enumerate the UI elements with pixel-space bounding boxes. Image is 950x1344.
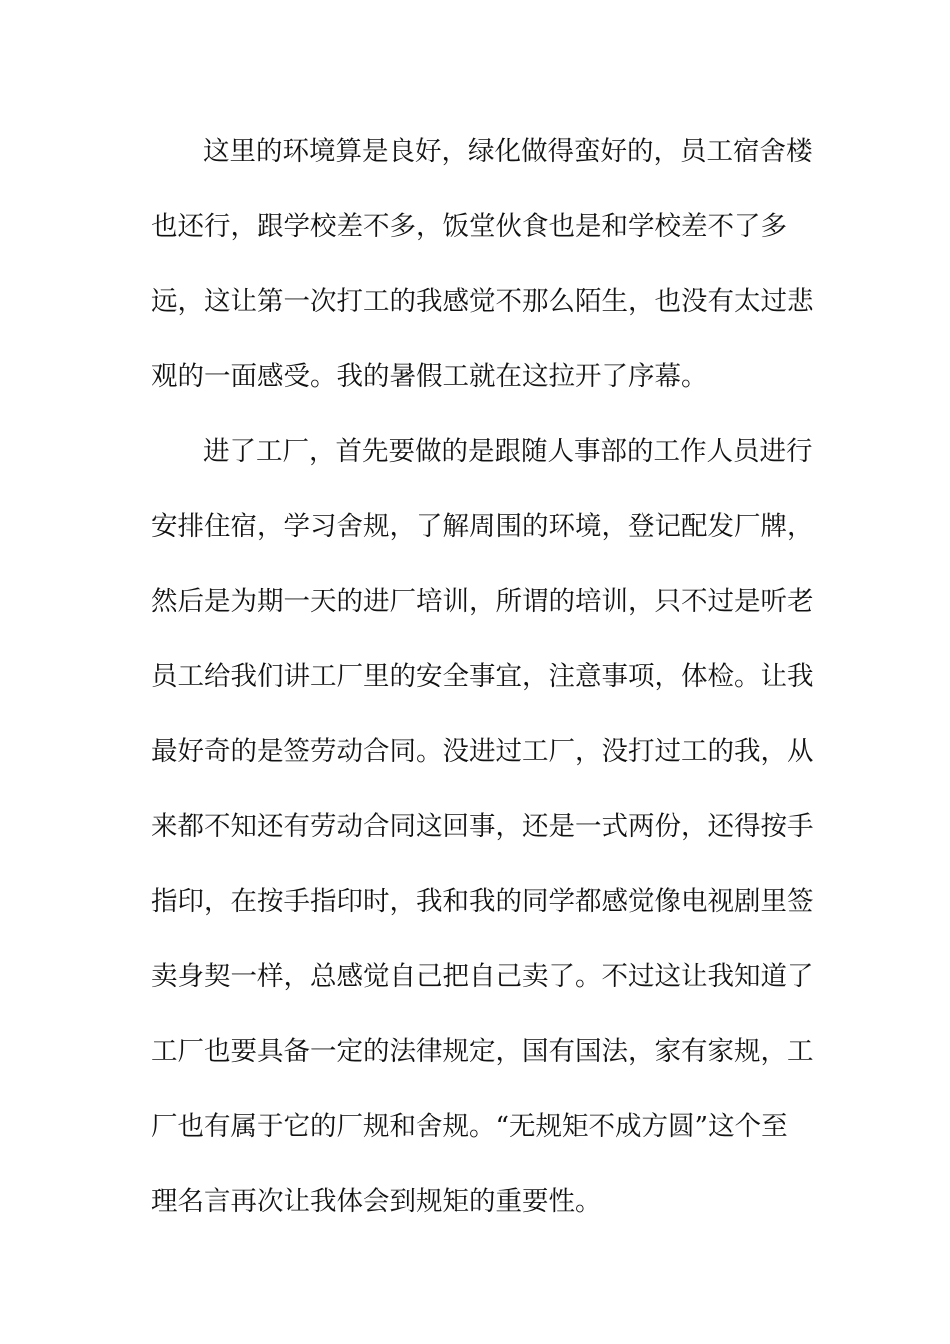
text-line-6: 安排住宿，学习舍规，了解周围的环境，登记配发厂牌， [151, 511, 814, 542]
text-line-11: 指印，在按手指印时，我和我的同学都感觉像电视剧里签 [151, 886, 814, 917]
text-line-7: 然后是为期一天的进厂培训，所谓的培训，只不过是听老 [151, 586, 814, 617]
text-line-14: 厂也有属于它的厂规和舍规。“无规矩不成方圆”这个至 [151, 1111, 788, 1142]
text-line-9: 最好奇的是签劳动合同。没进过工厂，没打过工的我，从 [151, 736, 814, 767]
text-line-4: 观的一面感受。我的暑假工就在这拉开了序幕。 [151, 361, 708, 392]
text-line-2: 也还行，跟学校差不多，饭堂伙食也是和学校差不了多 [151, 211, 787, 242]
text-line-8: 员工给我们讲工厂里的安全事宜，注意事项，体检。让我 [151, 661, 814, 692]
document-body [151, 131, 814, 1256]
text-line-13: 工厂也要具备一定的法律规定，国有国法，家有家规，工 [151, 1036, 814, 1067]
text-line-5: 进了工厂，首先要做的是跟随人事部的工作人员进行 [203, 436, 813, 467]
text-line-15: 理名言再次让我体会到规矩的重要性。 [151, 1186, 602, 1217]
text-line-1: 这里的环境算是良好，绿化做得蛮好的，员工宿舍楼 [203, 136, 813, 167]
text-line-12: 卖身契一样，总感觉自己把自己卖了。不过这让我知道了 [151, 961, 814, 992]
text-line-10: 来都不知还有劳动合同这回事，还是一式两份，还得按手 [151, 811, 814, 842]
text-line-3: 远，这让第一次打工的我感觉不那么陌生，也没有太过悲 [151, 286, 814, 317]
